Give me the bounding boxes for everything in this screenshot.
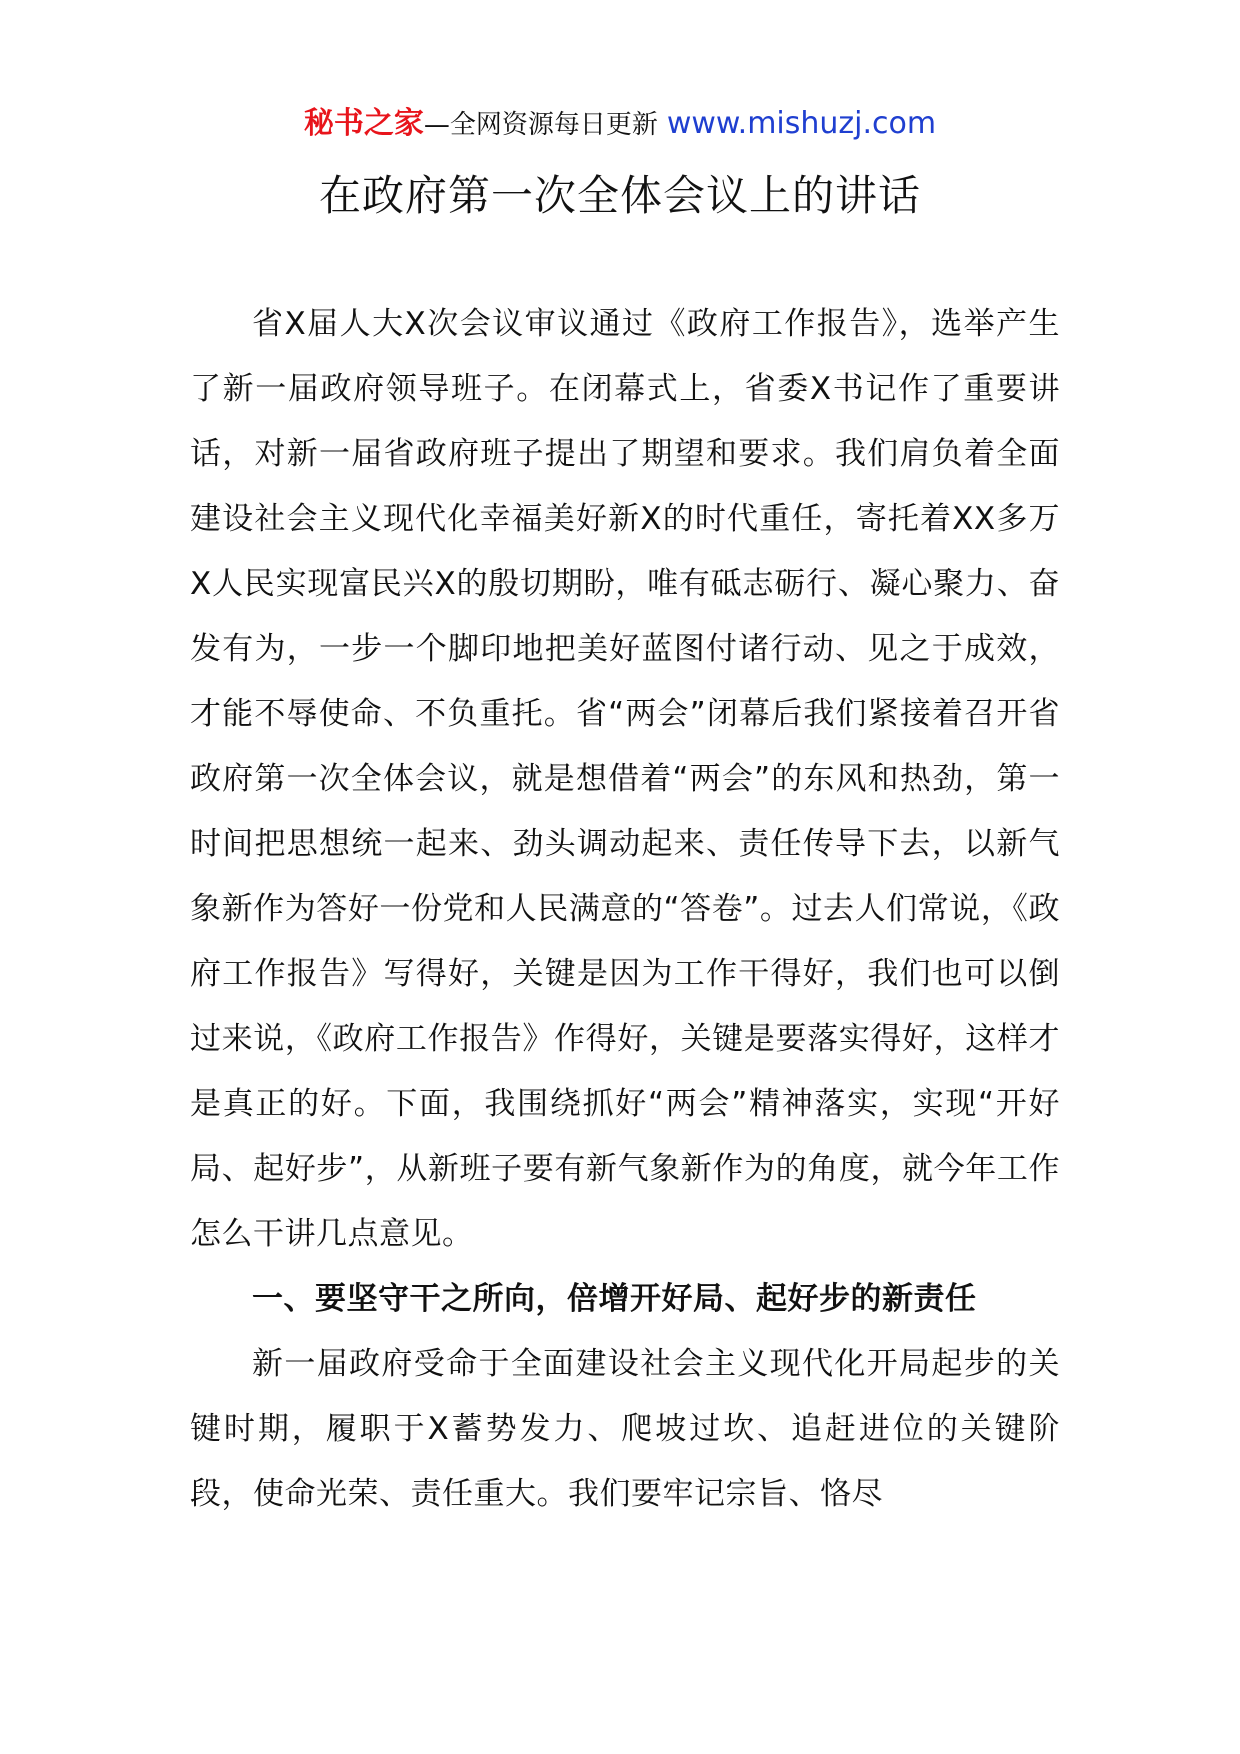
- paragraph-intro: 省X届人大X次会议审议通过《政府工作报告》，选举产生了新一届政府领导班子。在闭幕式上，省委X书记作了重要讲话，对新一届省政府班子提出了期望和要求。我们肩负着全面建设社会主义现代化幸福美好新X的时代重任，寄托着XX多万X人民实现富民兴X的殷切期盼，唯有砥志砺行、凝心聚力、奋发有为，一步一个脚印地把美好蓝图付诸行动、见之于成效，才能不辱使命、不负重托。省“两会”闭幕后我们紧接着召开省政府第一次全体会议，就是想借着“两会”的东风和热劲，第一时间把思想统一起来、劲头调动起来、责任传导下去，以新气象新作为答好一份党和人民满意的“答卷”。过去人们常说，《政府工作报告》写得好，关键是因为工作干得好，我们也可以倒过来说，《政府工作报告》作得好，关键是要落实得好，这样才是真正的好。下面，我围绕抓好“两会”精神落实，实现“开好局、起好步”，从新班子要有新气象新作为的角度，就今年工作怎么干讲几点意见。: [190, 306, 1060, 1252]
- section-heading-1: 一、要坚守干之所向，倍增开好局、起好步的新责任: [252, 1281, 977, 1317]
- document-body: [190, 292, 1060, 1527]
- document-title: 在政府第一次全体会议上的讲话: [318, 171, 921, 220]
- site-tagline: —全网资源每日更新: [423, 110, 658, 140]
- site-header: [0, 104, 1240, 145]
- paragraph-section-1: 新一届政府受命于全面建设社会主义现代化开局起步的关键时期，履职于X蓄势发力、爬坡过坎、追赶进位的关键阶段，使命光荣、责任重大。我们要牢记宗旨、恪尽: [190, 1346, 1060, 1512]
- site-url-link[interactable]: www.mishuzj.com: [666, 106, 937, 141]
- brand-name: 秘书之家: [303, 106, 424, 141]
